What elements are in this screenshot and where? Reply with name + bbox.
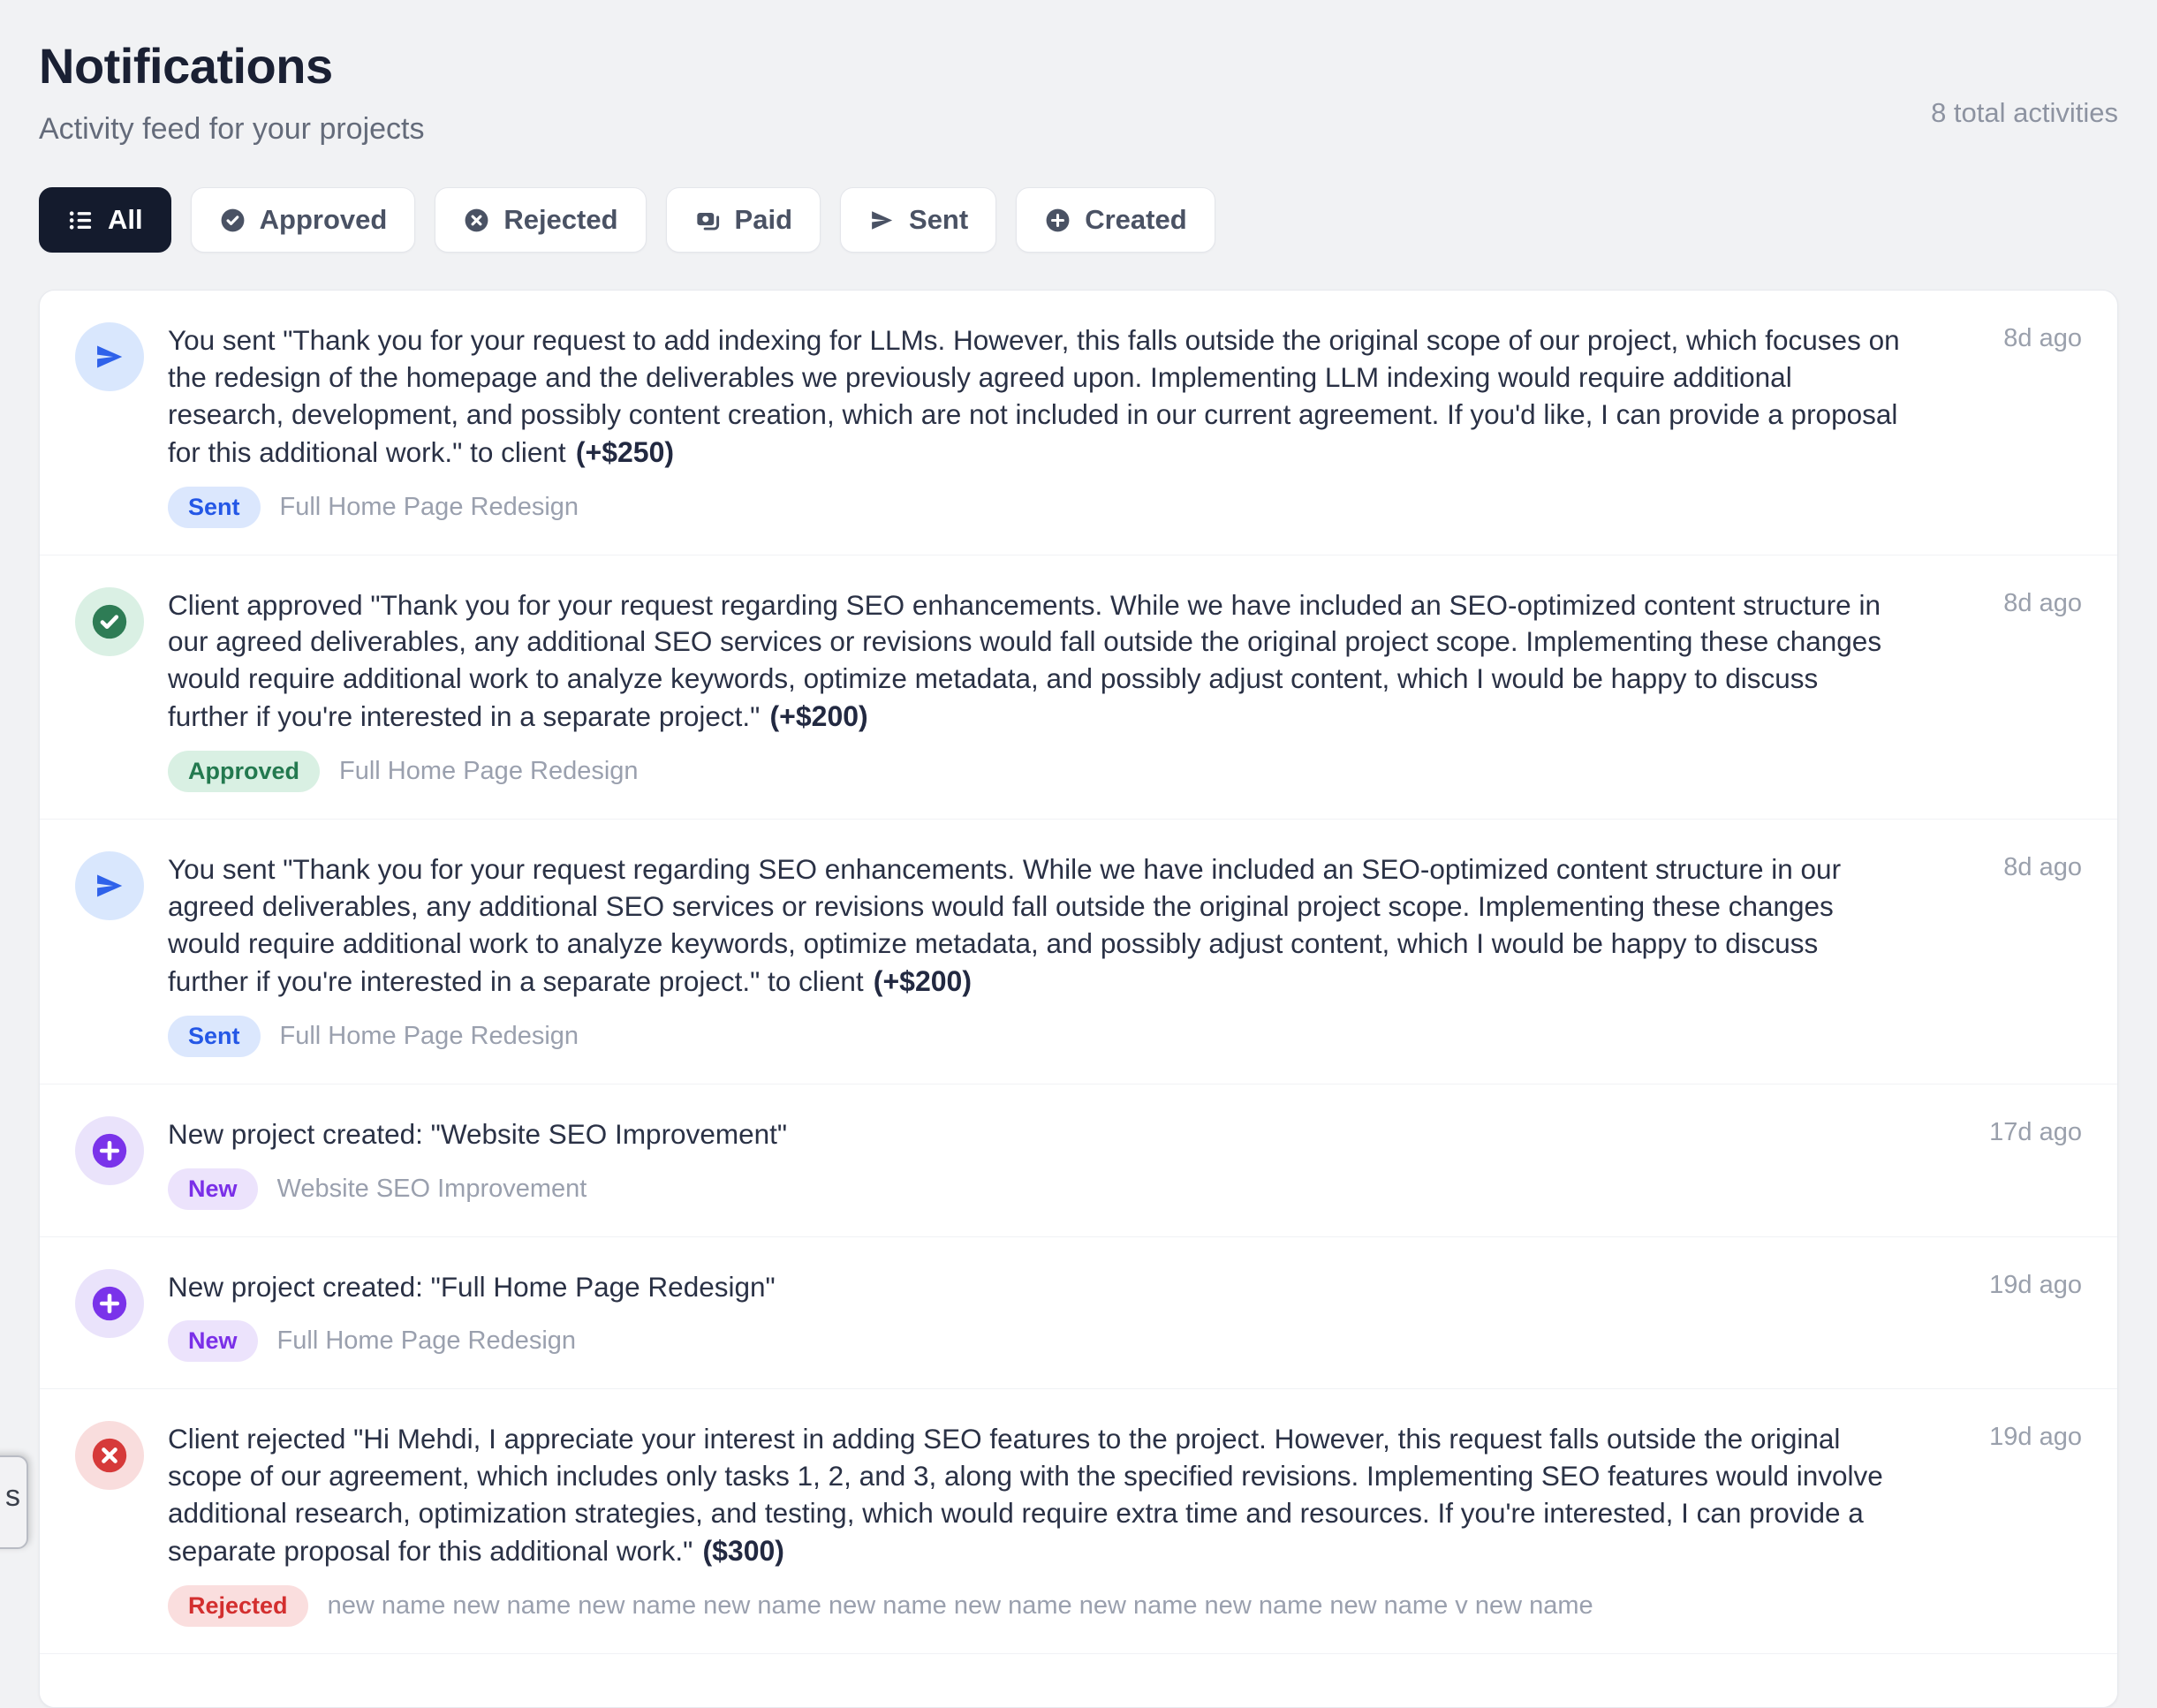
project-name: Full Home Page Redesign [339, 757, 639, 786]
notification-meta [168, 487, 1905, 528]
project-name: Full Home Page Redesign [279, 1021, 579, 1050]
plus-circle-icon [1044, 207, 1071, 234]
filter-bar [39, 187, 2118, 253]
notification-content [168, 1269, 2082, 1363]
filter-label: Created [1085, 204, 1187, 235]
timestamp: 17d ago [1989, 1117, 2082, 1146]
sent-icon [75, 851, 144, 920]
status-badge: Sent [168, 1016, 261, 1057]
notification-content [168, 851, 2082, 1057]
partial-tooltip [0, 1455, 28, 1549]
wallet-icon [694, 207, 722, 234]
notification-item[interactable] [40, 1389, 2117, 1654]
status-badge: Rejected [168, 1585, 308, 1627]
notification-item[interactable] [40, 1237, 2117, 1390]
filter-label: All [108, 204, 143, 235]
timestamp: 8d ago [2003, 324, 2082, 352]
project-name: Full Home Page Redesign [279, 492, 579, 521]
created-plus-icon [75, 1269, 144, 1338]
status-badge: New [168, 1168, 258, 1210]
notification-text: Client rejected "Hi Mehdi, I appreciate your interest in adding SEO features to the project. However, this request falls outside the original scope of our agreement, which includes only tasks 1, 2, and 3, along with the specified revisions. Implementing SEO features would involve additional research, optimization strategies, and testing, which would require extra time and resources. If you're interested, I can provide a separate proposal for this additional work." ($300) [168, 1423, 1883, 1568]
timestamp: 19d ago [1989, 1270, 2082, 1299]
notification-item[interactable] [40, 555, 2117, 820]
approved-check-icon [75, 587, 144, 656]
notification-content [168, 1421, 2082, 1627]
filter-rejected-button[interactable] [435, 187, 646, 253]
timestamp: 19d ago [1989, 1423, 2082, 1452]
page-subtitle: Activity feed for your projects [39, 112, 425, 146]
notification-meta [168, 1585, 1905, 1627]
partial-tooltip-text: s [5, 1478, 20, 1513]
notification-text: New project created: "Full Home Page Redesign" [168, 1270, 776, 1303]
filter-paid-button[interactable] [666, 187, 821, 253]
timestamp: 8d ago [2003, 588, 2082, 617]
notification-content [168, 587, 2082, 793]
filter-label: Paid [734, 204, 793, 235]
created-plus-icon [75, 1116, 144, 1185]
notifications-card [39, 290, 2118, 1708]
sent-icon [75, 322, 144, 391]
filter-label: Approved [259, 204, 388, 235]
send-icon [868, 207, 896, 234]
project-name: Website SEO Improvement [276, 1174, 587, 1203]
notification-meta [168, 751, 1905, 792]
notification-item[interactable] [40, 291, 2117, 555]
timestamp: 8d ago [2003, 853, 2082, 882]
notification-text: Client approved "Thank you for your request regarding SEO enhancements. While we have included an SEO-optimized content structure in our agreed deliverables, any additional SEO services or revisions would fall outside the original project scope. Implementing these changes would require additional work to analyze keywords, optimize metadata, and possibly adjust content, which I would be happy to discuss further if you're interested in a separate project." (+$200) [168, 588, 1882, 733]
partial-next-row [40, 1654, 2117, 1707]
notification-item[interactable] [40, 820, 2117, 1085]
filter-label: Sent [909, 204, 969, 235]
rejected-x-icon [75, 1421, 144, 1490]
notification-text: You sent "Thank you for your request regarding SEO enhancements. While we have included an SEO-optimized content structure in our agreed deliverables, any additional SEO services or revisions would fall outside the original project scope. Implementing these changes would require additional work to analyze keywords, optimize metadata, and possibly adjust content, which I would be happy to discuss further if you're interested in a separate project." to client (+$200) [168, 853, 1842, 997]
project-name: new name new name new name new name new name new name new name new name new name v new name [327, 1591, 1593, 1621]
amount-text: (+$200) [873, 964, 972, 997]
filter-all-button[interactable] [39, 187, 171, 253]
filter-label: Rejected [503, 204, 618, 235]
x-circle-icon [463, 207, 490, 234]
list-icon [67, 207, 95, 234]
status-badge: New [168, 1320, 258, 1362]
filter-sent-button[interactable] [840, 187, 996, 253]
status-badge: Approved [168, 751, 320, 792]
notification-meta [168, 1016, 1905, 1057]
amount-text: (+$200) [769, 700, 868, 733]
amount-text: (+$250) [575, 435, 675, 468]
notification-content [168, 1116, 2082, 1210]
amount-text: ($300) [702, 1535, 784, 1568]
total-activities-count: 8 total activities [1931, 97, 2118, 128]
filter-created-button[interactable] [1016, 187, 1215, 253]
notification-meta [168, 1320, 1905, 1362]
notification-text: You sent "Thank you for your request to add indexing for LLMs. However, this falls outside the original scope of our project, which focuses on the redesign of the homepage and the deliverables we previously agreed upon. Implementing LLM indexing would require additional research, development, and possibly content creation, which are not included in our current agreement. If you'd like, I can provide a proposal for this additional work." to client (+$250) [168, 324, 1900, 468]
check-circle-icon [219, 207, 246, 234]
notification-content [168, 322, 2082, 528]
notification-item[interactable] [40, 1085, 2117, 1237]
page-header [39, 37, 2118, 147]
notification-meta [168, 1168, 1905, 1210]
notification-text: New project created: "Website SEO Improvement" [168, 1117, 788, 1150]
page-title: Notifications [39, 38, 333, 94]
project-name: Full Home Page Redesign [276, 1326, 577, 1356]
filter-approved-button[interactable] [191, 187, 416, 253]
status-badge: Sent [168, 487, 261, 528]
